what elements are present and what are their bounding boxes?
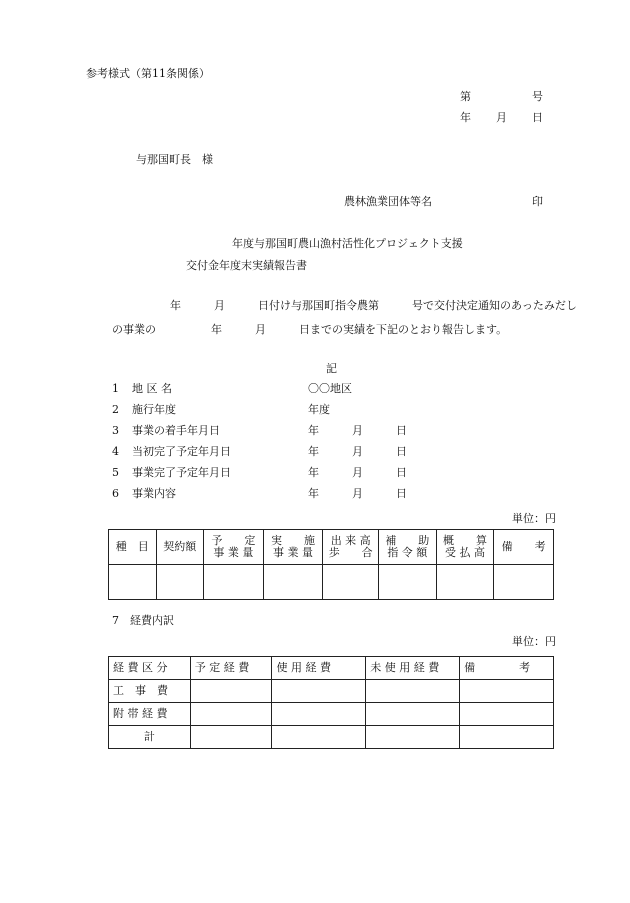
number-dai: 第 bbox=[460, 90, 471, 103]
blank-cell bbox=[460, 726, 554, 749]
blank-cell bbox=[190, 680, 272, 703]
item-label: 事業完了予定年月日 bbox=[132, 466, 231, 479]
item-value: 年 月 日 bbox=[308, 445, 407, 458]
report-body-line1: 年 月 日付け与那国町指令農第 号で交付決定通知のあったみだし bbox=[170, 299, 577, 312]
row-label: 工 事 費 bbox=[109, 680, 191, 703]
blank-cell bbox=[156, 565, 204, 600]
blank-cell bbox=[494, 565, 554, 600]
applicant-name-label: 農林漁業団体等名 bbox=[344, 195, 432, 208]
blank-cell bbox=[366, 680, 460, 703]
item-number: 5 bbox=[112, 466, 119, 479]
header-cell: 補 助 指 令 額 bbox=[379, 530, 437, 565]
blank-cell bbox=[109, 565, 157, 600]
item-label: 事業内容 bbox=[132, 487, 176, 500]
section-7-heading: 7 経費内訳 bbox=[112, 614, 174, 627]
blank-cell bbox=[436, 565, 494, 600]
item-number: 3 bbox=[112, 424, 119, 437]
item-label: 当初完了予定年月日 bbox=[132, 445, 231, 458]
header-cell: 実 施 事 業 量 bbox=[263, 530, 323, 565]
blank-cell bbox=[272, 726, 366, 749]
blank-cell bbox=[263, 565, 323, 600]
item-value: 年 月 日 bbox=[308, 487, 407, 500]
item-number: 6 bbox=[112, 487, 119, 500]
table-row bbox=[109, 565, 554, 600]
addressee: 与那国町長 様 bbox=[136, 153, 213, 166]
header-cell: 経 費 区 分 bbox=[109, 657, 191, 680]
item-value: 〇〇地区 bbox=[308, 382, 352, 395]
item-label: 事業の着手年月日 bbox=[132, 424, 220, 437]
report-body bbox=[112, 294, 577, 342]
item-number: 1 bbox=[112, 382, 119, 395]
ki-heading: 記 bbox=[326, 362, 337, 375]
blank-cell bbox=[366, 703, 460, 726]
blank-cell bbox=[190, 703, 272, 726]
item-number: 4 bbox=[112, 445, 119, 458]
header-cell: 契約額 bbox=[156, 530, 204, 565]
item-label: 施行年度 bbox=[132, 403, 176, 416]
table-header-row bbox=[109, 530, 554, 565]
item-number: 2 bbox=[112, 403, 119, 416]
item-label: 地 区 名 bbox=[132, 382, 172, 395]
item-value: 年 月 日 bbox=[308, 424, 407, 437]
header-cell: 未 使 用 経 費 bbox=[366, 657, 460, 680]
table-row bbox=[109, 703, 554, 726]
number-go: 号 bbox=[532, 90, 543, 103]
blank-cell bbox=[272, 680, 366, 703]
blank-cell bbox=[366, 726, 460, 749]
header-cell: 備 考 bbox=[494, 530, 554, 565]
seal-mark: 印 bbox=[532, 195, 543, 208]
table-row bbox=[109, 726, 554, 749]
blank-cell bbox=[272, 703, 366, 726]
unit-label-1: 単位：円 bbox=[512, 512, 556, 525]
performance-table bbox=[108, 529, 554, 600]
document-title-line2: 交付金年度末実績報告書 bbox=[186, 259, 307, 272]
table-header-row bbox=[109, 657, 554, 680]
header-cell: 出 来 高 歩 合 bbox=[323, 530, 379, 565]
row-label: 附 帯 経 費 bbox=[109, 703, 191, 726]
blank-cell bbox=[323, 565, 379, 600]
report-body-line2: の事業の 年 月 日までの実績を下記のとおり報告します。 bbox=[112, 323, 508, 336]
date-year: 年 bbox=[460, 111, 471, 124]
blank-cell bbox=[204, 565, 264, 600]
header-cell: 予 定 事 業 量 bbox=[204, 530, 264, 565]
date-month: 月 bbox=[496, 111, 507, 124]
row-label: 計 bbox=[109, 726, 191, 749]
expense-table bbox=[108, 656, 554, 749]
item-value: 年 月 日 bbox=[308, 466, 407, 479]
header-cell: 概 算 受 払 高 bbox=[436, 530, 494, 565]
blank-cell bbox=[379, 565, 437, 600]
blank-cell bbox=[460, 680, 554, 703]
form-reference: 参考様式（第11条関係） bbox=[86, 67, 210, 80]
header-cell: 種 目 bbox=[109, 530, 157, 565]
header-cell: 使 用 経 費 bbox=[272, 657, 366, 680]
blank-cell bbox=[190, 726, 272, 749]
item-value: 年度 bbox=[308, 403, 330, 416]
unit-label-2: 単位：円 bbox=[512, 635, 556, 648]
header-cell: 予 定 経 費 bbox=[190, 657, 272, 680]
document-title-line1: 年度与那国町農山漁村活性化プロジェクト支援 bbox=[232, 237, 463, 250]
blank-cell bbox=[460, 703, 554, 726]
table-row bbox=[109, 680, 554, 703]
date-day: 日 bbox=[532, 111, 543, 124]
header-cell: 備 考 bbox=[460, 657, 554, 680]
